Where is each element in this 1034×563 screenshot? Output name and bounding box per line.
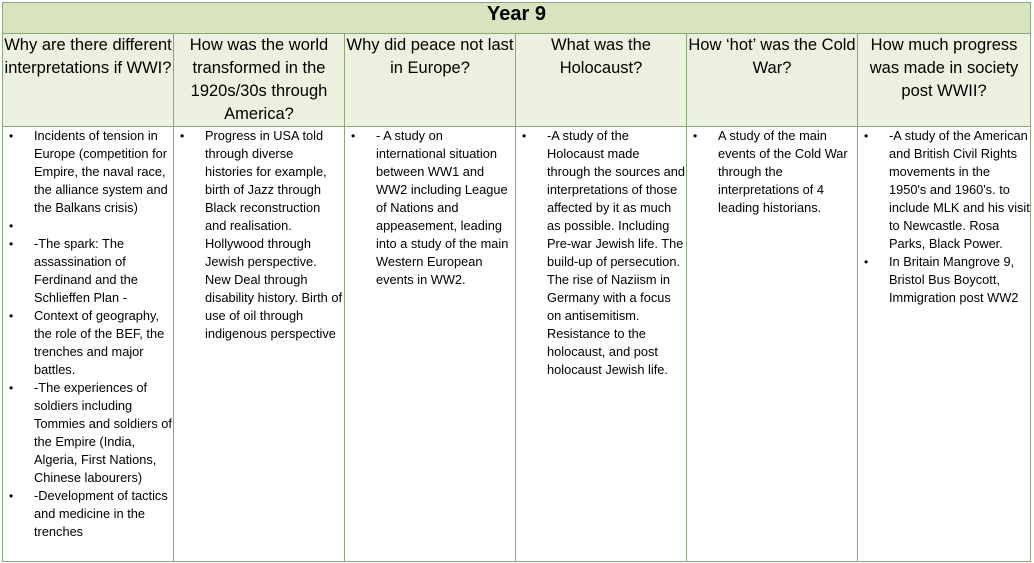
bullet-item: • A study of the main events of the Cold War through the interpretations of 4 leading historians.	[687, 127, 857, 217]
column-content-3	[345, 127, 516, 562]
bullet-list-6	[858, 127, 1030, 307]
column-question-5: How ‘hot’ was the Cold War?	[687, 34, 858, 127]
year9-curriculum-table	[2, 2, 1031, 562]
column-content-5	[687, 127, 858, 562]
bullet-item: • -A study of the Holocaust made through the sources and interpretations of those affected by it as much as possible. Including Pre-war Jewish life. The build-up of persecution. The rise of Naziism in Germany with a focus on antisemitism. Resistance to the holocaust, and post holocaust Jewish life.	[516, 127, 686, 379]
column-question-2: How was the world transformed in the 1920s/30s through America?	[174, 34, 345, 127]
bullet-list-1	[3, 127, 173, 541]
bullet-list-5	[687, 127, 857, 217]
bullet-item: • In Britain Mangrove 9, Bristol Bus Boycott, Immigration post WW2	[858, 253, 1030, 307]
bullet-item: • Context of geography, the role of the BEF, the trenches and major battles.	[3, 307, 173, 379]
question-row	[3, 34, 1031, 127]
column-content-2	[174, 127, 345, 562]
title-row	[3, 3, 1031, 34]
column-content-1	[3, 127, 174, 562]
content-row	[3, 127, 1031, 562]
bullet-item: • Incidents of tension in Europe (competition for Empire, the naval race, the alliance system and the Balkans crisis)	[3, 127, 173, 217]
bullet-item: • -The spark: The assassination of Ferdinand and the Schlieffen Plan -	[3, 235, 173, 307]
column-question-4: What was the Holocaust?	[516, 34, 687, 127]
table-title: Year 9	[3, 3, 1031, 34]
bullet-item: • Progress in USA told through diverse histories for example, birth of Jazz through Black reconstruction and realisation. Hollywood through Jewish perspective. New Deal through disability history. Birth of use of oil through indigenous perspective	[174, 127, 344, 343]
bullet-item: • - A study on international situation between WW1 and WW2 including League of Nations and appeasement, leading into a study of the main Western European events in WW2.	[345, 127, 515, 289]
column-content-4	[516, 127, 687, 562]
bullet-list-4	[516, 127, 686, 379]
column-question-1: Why are there different interpretations if WWI?	[3, 34, 174, 127]
bullet-item: • -The experiences of soldiers including Tommies and soldiers of the Empire (India, Algeria, First Nations, Chinese labourers)	[3, 379, 173, 487]
bullet-item: • -Development of tactics and medicine in the trenches	[3, 487, 173, 541]
column-content-6	[858, 127, 1031, 562]
bullet-item-empty	[3, 217, 173, 235]
bullet-list-2	[174, 127, 344, 343]
bullet-item: • -A study of the American and British Civil Rights movements in the 1950's and 1960's. to include MLK and his visit to Newcastle. Rosa Parks, Black Power.	[858, 127, 1030, 253]
column-question-3: Why did peace not last in Europe?	[345, 34, 516, 127]
column-question-6: How much progress was made in society post WWII?	[858, 34, 1031, 127]
bullet-list-3	[345, 127, 515, 289]
